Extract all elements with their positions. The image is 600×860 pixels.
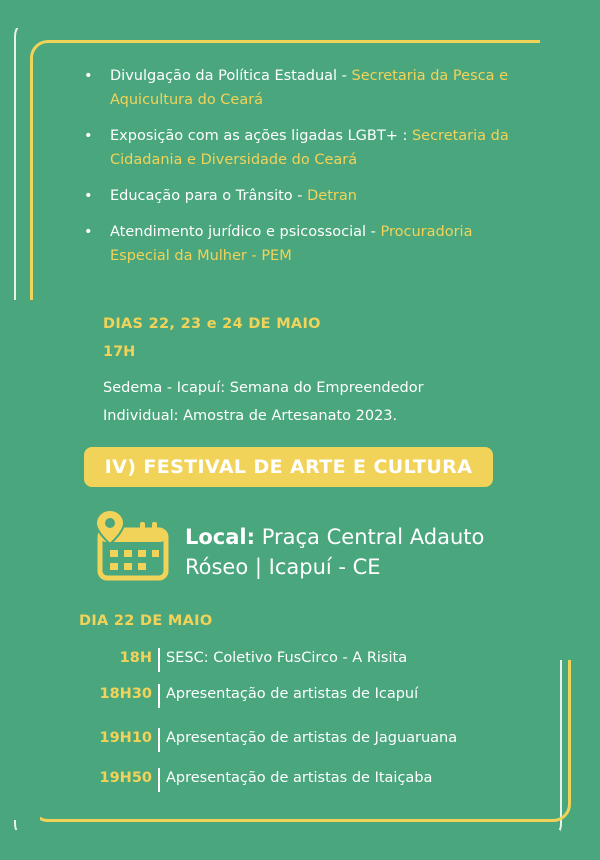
schedule-divider (158, 728, 160, 752)
schedule-divider (158, 768, 160, 792)
schedule-time: 18H (119, 650, 152, 666)
schedule-row (0, 728, 600, 752)
schedule-divider (158, 648, 160, 672)
schedule-desc: SESC: Coletivo FusCirco - A Risita (166, 650, 408, 666)
schedule-divider (158, 684, 160, 708)
schedule-time: 19H50 (99, 770, 152, 786)
schedule-row (0, 768, 600, 792)
section-banner (84, 447, 493, 487)
location-label: Local: (185, 525, 256, 549)
schedule-desc: Apresentação de artistas de Jaguaruana (166, 730, 458, 746)
location-value: Praça Central Adauto Róseo | Icapuí - CE (185, 525, 485, 579)
list-item: • Divulgação da Política Estadual - Secretaria da Pesca e Aquicultura do Ceará (82, 64, 532, 112)
event-time: 17H (103, 344, 136, 360)
schedule-time: 19H10 (99, 730, 152, 746)
event-description: Sedema - Icapuí: Semana do Empreendedor Individual: Amostra de Artesanato 2023. (103, 380, 424, 424)
schedule-time: 18H30 (99, 686, 152, 702)
schedule-row (0, 684, 600, 708)
section-title: IV) FESTIVAL DE ARTE E CULTURA (104, 456, 473, 478)
list-item: • Exposição com as ações ligadas LGBT+ : Secretaria da Cidadania e Diversidade do Ceará (82, 124, 532, 172)
calendar-location-icon (94, 508, 172, 582)
day-title: DIA 22 DE MAIO (79, 613, 213, 629)
schedule-row (0, 648, 600, 672)
event-dates: DIAS 22, 23 e 24 DE MAIO (103, 316, 321, 332)
schedule-desc: Apresentação de artistas de Icapuí (166, 686, 419, 702)
list-item: • Atendimento jurídico e psicossocial - Procuradoria Especial da Mulher - PEM (82, 220, 532, 268)
list-item: • Educação para o Trânsito - Detran (82, 184, 532, 208)
schedule-desc: Apresentação de artistas de Itaiçaba (166, 770, 433, 786)
bullet-list (82, 64, 532, 280)
location (185, 522, 505, 582)
